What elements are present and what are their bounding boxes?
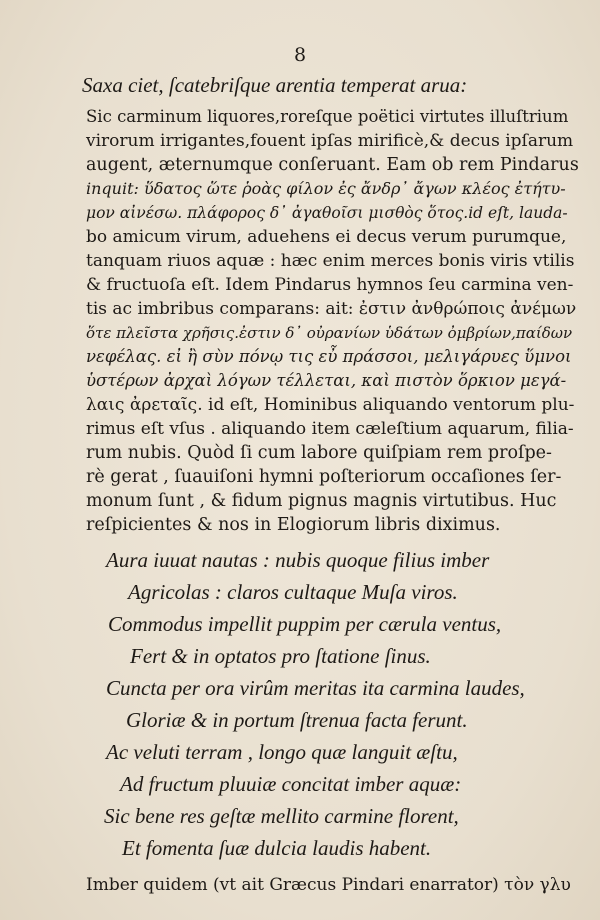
verse-line: Et fomenta ſuæ dulcia laudis habent. (122, 836, 432, 860)
prose-line: bo amicum virum, aduehens ei decus verum purumque, (86, 227, 567, 247)
prose-line: λαις ἀρεταῖς. id eſt, Hominibus aliquando ventorum plu- (86, 395, 575, 415)
prose-line: tis ac imbribus comparans: ait: ἐστιν ἀνθρώποις ἀνέμων (86, 299, 577, 319)
prose-line: νεφέλας. εἰ ἢ σὺν πόνῳ τις εὖ πράσσοι, μελιγάρυες ὕμνοι (86, 347, 572, 366)
verse-line: Agricolas : claros cultaque Muſa viros. (128, 580, 458, 604)
prose-line: ὅτε πλεῖστα χρῆσις.ἐστιν δ᾽ οὐρανίων ὑδάτων ὀμβρίων,παίδων (86, 324, 573, 342)
closing-line: Imber quidem (vt ait Græcus Pindari enarrator) τὸν γλυ (86, 875, 571, 895)
prose-line: μον αἰνέσω. πλάφορος δ᾽ ἀγαθοῖσι μισθὸς ὅτος.id eſt, lauda- (86, 204, 568, 222)
verse-line: Ac veluti terram , longo quæ languit æſtu, (106, 740, 458, 764)
prose-line: rè gerat , ſuauiſoni hymni poſteriorum occaſiones ſer- (86, 467, 562, 487)
verse-line: Gloriæ & in portum ſtrenua facta ferunt. (126, 708, 468, 732)
prose-line: tanquam riuos aquæ : hæc enim merces bonis viris vtilis (86, 251, 575, 271)
prose-line: ὑστέρων ἀρχαὶ λόγων τέλλεται, καὶ πιστὸν ὅρκιον μεγά- (86, 371, 567, 390)
verse-line: Sic bene res geſtæ mellito carmine florent, (104, 804, 459, 828)
verse-line: Fert & in optatos pro ſtatione ſinus. (130, 644, 431, 668)
verse-line: Ad fructum pluuiæ concitat imber aquæ: (120, 772, 462, 796)
page-number: 8 (293, 44, 307, 66)
prose-line: Sic carminum liquores,roreſque poëtici virtutes illuſtrium (86, 107, 569, 126)
verse-line: Commodus impellit puppim per cærula ventus, (108, 612, 502, 636)
prose-line: rimus eſt vſus . aliquando item cæleſtium aquarum, filia- (86, 419, 574, 439)
prose-line: inquit: ὕδατος ὥτε ῥοὰς φίλον ἐς ἄνδρ᾽ ἄγων κλέος ἐτήτυ- (86, 179, 566, 198)
verse-line: Aura iuuat nautas : nubis quoque filius imber (106, 548, 490, 572)
verse-line: Cuncta per ora virûm meritas ita carmina laudes, (106, 676, 525, 700)
prose-line: augent, æternumque conſeruant. Eam ob rem Pindarus (86, 155, 579, 175)
prose-line: monum ſunt , & fidum pignus magnis virtutibus. Huc (86, 491, 557, 511)
prose-line: reſpicientes & nos in Elogiorum libris diximus. (86, 515, 501, 535)
prose-line: & fructuoſa eſt. Idem Pindarus hymnos ſeu carmina ven- (86, 275, 574, 295)
opening-verse-line: Saxa ciet, ſcatebriſque arentia temperat arua: (82, 73, 468, 97)
prose-line: virorum irrigantes,fouent ipſas mirificè,& decus ipſarum (86, 131, 574, 151)
prose-line: rum nubis. Quòd ſi cum labore quiſpiam rem proſpe- (86, 443, 552, 463)
